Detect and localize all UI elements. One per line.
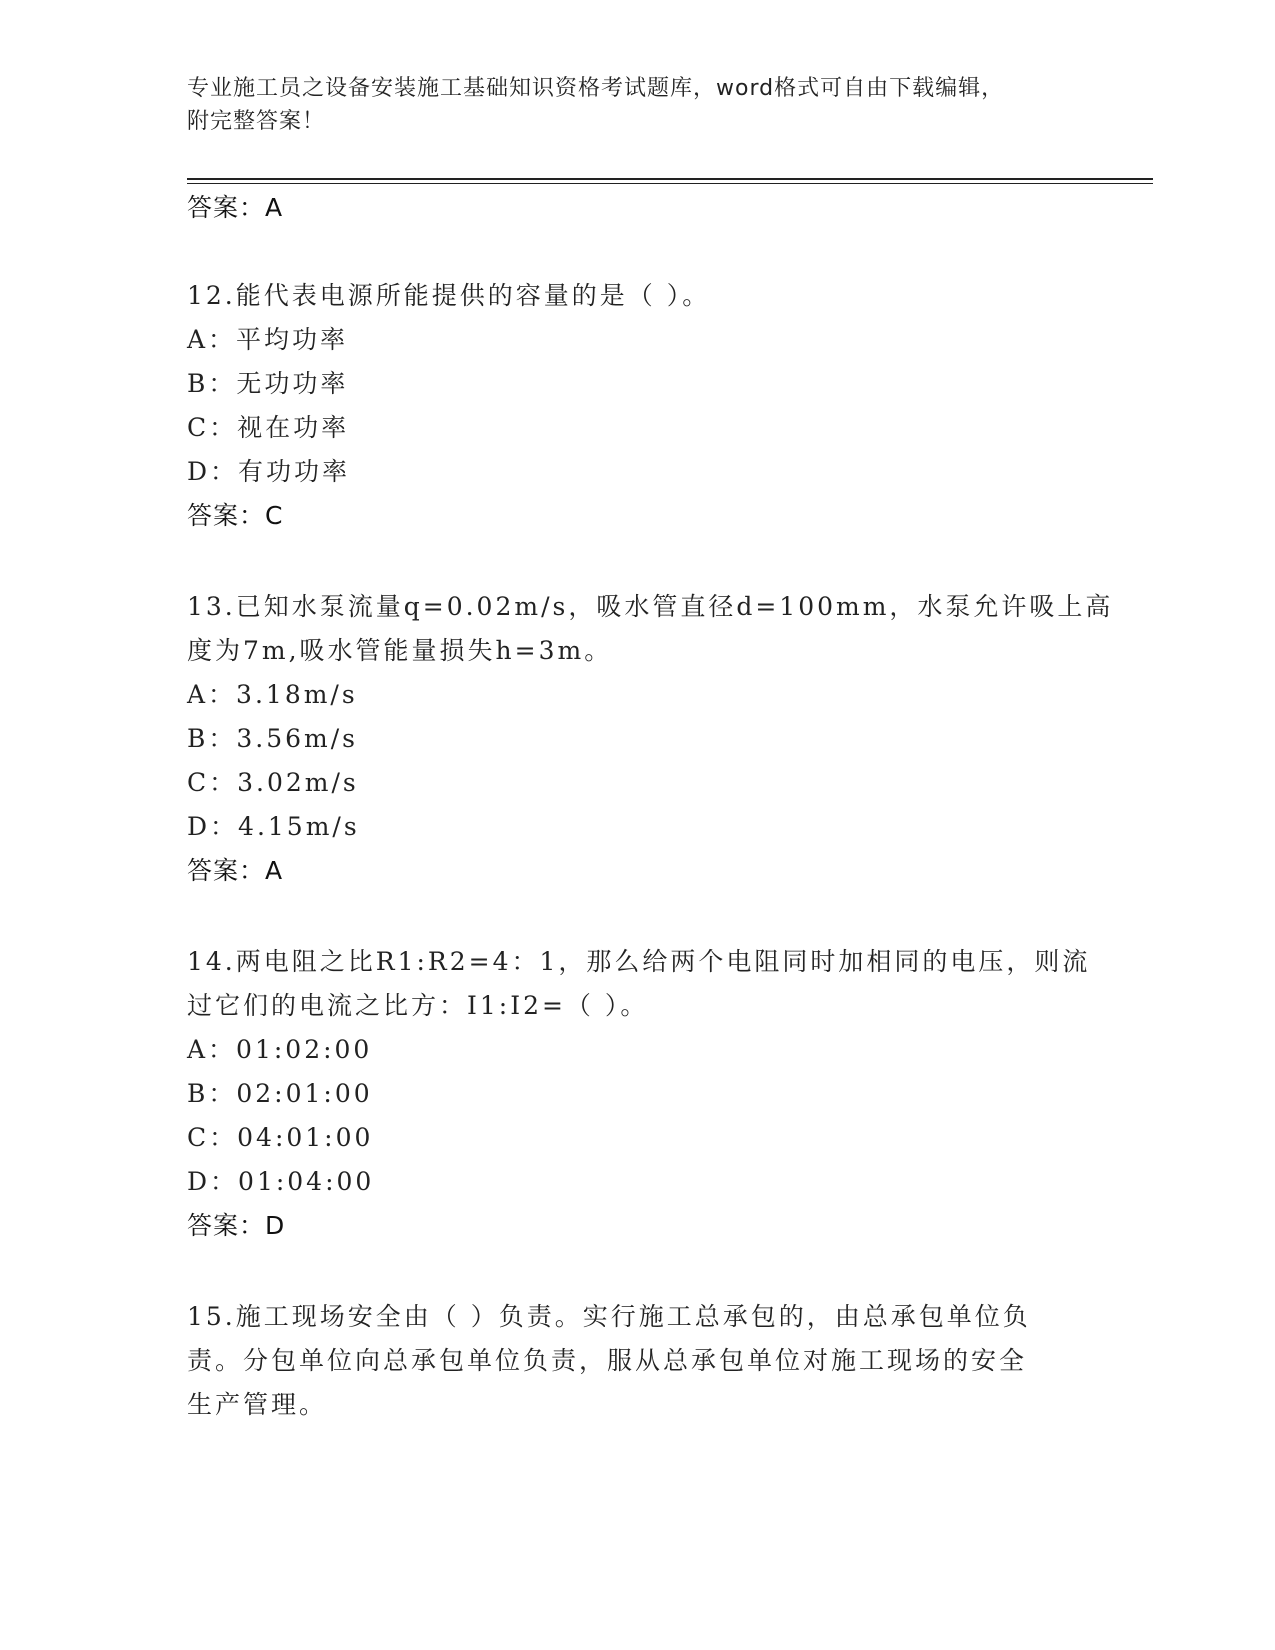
q12-option-c: C：视在功率: [187, 413, 350, 442]
q14-option-c: C：04:01:00: [187, 1123, 374, 1152]
q14-option-a: A：01:02:00: [187, 1035, 373, 1064]
header-line-2: 附完整答案！: [187, 109, 326, 134]
q14-option-b: B：02:01:00: [187, 1079, 373, 1108]
q12-answer: 答案：C: [187, 501, 284, 530]
q13-stem-line-2: 度为7m,吸水管能量损失h=3m。: [187, 636, 613, 665]
header-rule-thin: [187, 183, 1153, 184]
q13-answer: 答案：A: [187, 856, 284, 885]
q13-option-d: D：4.15m/s: [187, 812, 360, 841]
q12-option-a: A：平均功率: [187, 325, 349, 354]
q12-option-d: D：有功功率: [187, 457, 351, 486]
header-rule-thick: [187, 178, 1153, 180]
previous-answer: 答案：A: [187, 193, 284, 222]
q14-stem-line-1: 14.两电阻之比R1:R2=4：1，那么给两个电阻同时加相同的电压，则流: [187, 947, 1091, 976]
q15-stem-line-3: 生产管理。: [187, 1390, 328, 1419]
header-line-1: 专业施工员之设备安装施工基础知识资格考试题库，word格式可自由下载编辑，: [187, 76, 1005, 101]
q14-stem-line-2: 过它们的电流之比方：I1:I2=（ ）。: [187, 991, 649, 1020]
q13-option-b: B：3.56m/s: [187, 724, 358, 753]
q14-answer: 答案：D: [187, 1211, 286, 1240]
q14-option-d: D：01:04:00: [187, 1167, 375, 1196]
q12-option-b: B：无功功率: [187, 369, 349, 398]
document-header: [187, 72, 1067, 138]
q13-option-c: C：3.02m/s: [187, 768, 359, 797]
q12-stem: 12.能代表电源所能提供的容量的是（ ）。: [187, 281, 711, 310]
q13-stem-line-1: 13.已知水泵流量q=0.02m/s，吸水管直径d=100mm，水泵允许吸上高: [187, 592, 1114, 621]
q13-option-a: A：3.18m/s: [187, 680, 358, 709]
q15-stem-line-1: 15.施工现场安全由（ ）负责。实行施工总承包的，由总承包单位负: [187, 1302, 1031, 1331]
q15-stem-line-2: 责。分包单位向总承包单位负责，服从总承包单位对施工现场的安全: [187, 1346, 1028, 1375]
